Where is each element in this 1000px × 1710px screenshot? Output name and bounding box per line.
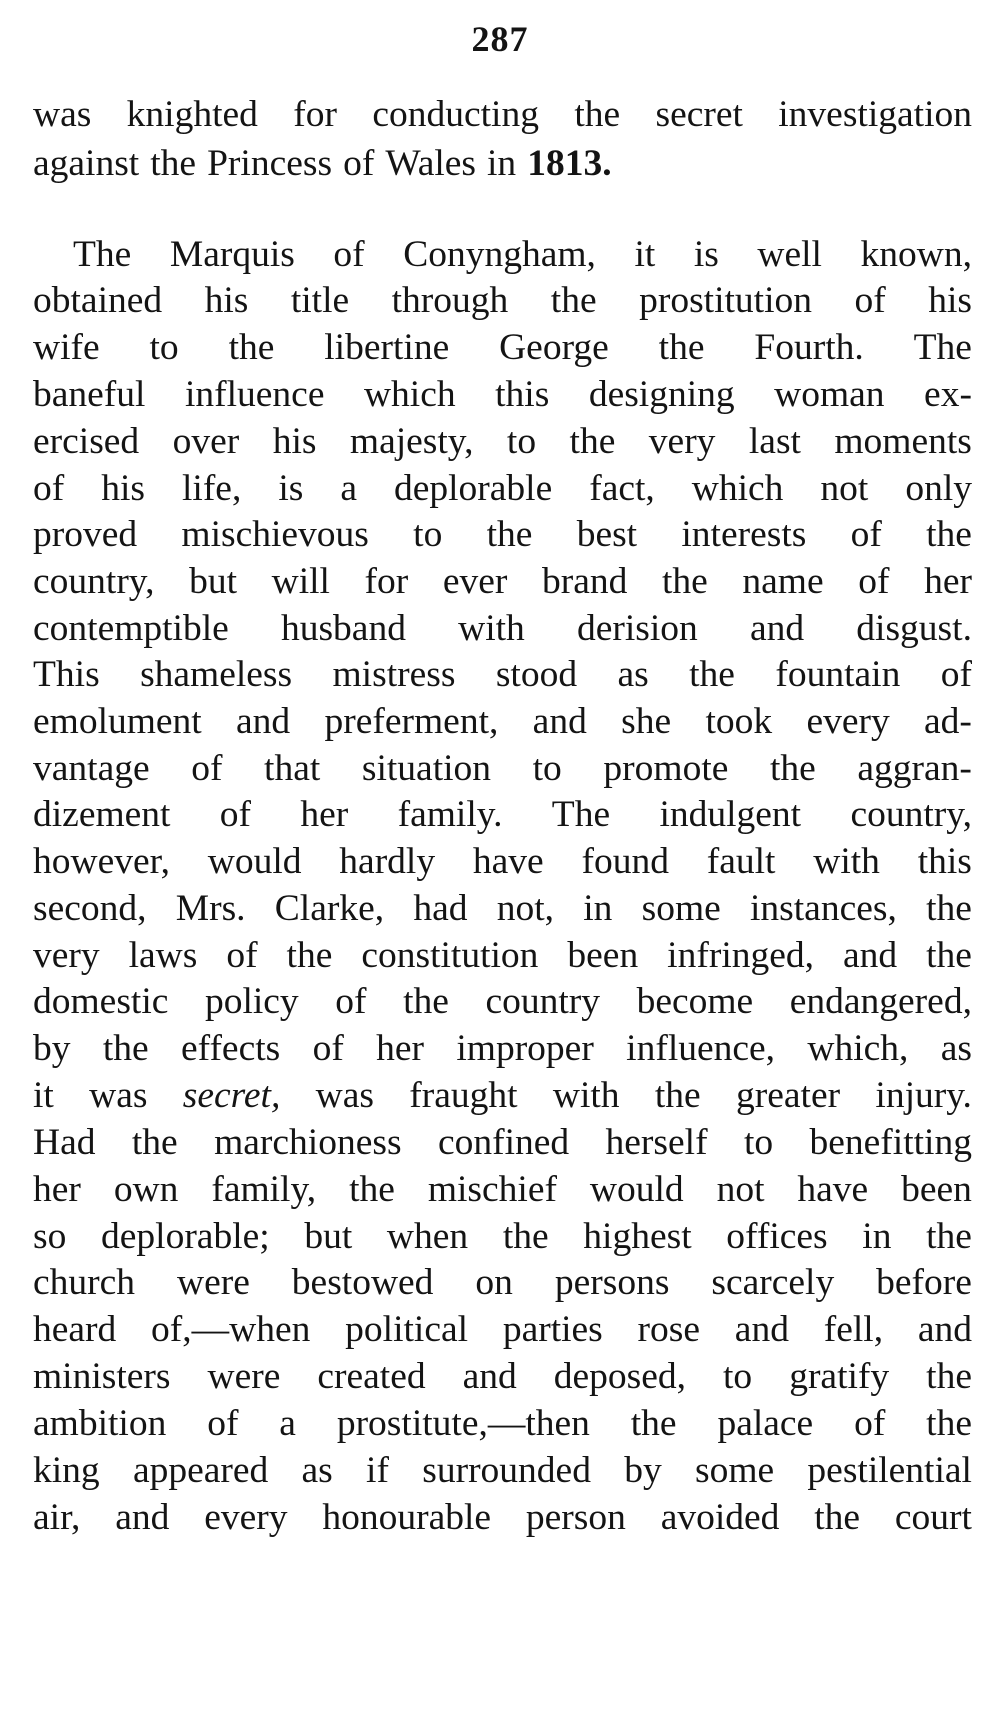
word: was <box>315 1075 374 1116</box>
word: court <box>894 1497 972 1538</box>
page-number: 287 <box>471 19 529 59</box>
word: of <box>335 981 367 1022</box>
word: persons <box>554 1262 670 1303</box>
word: gratify <box>789 1356 890 1397</box>
word: created <box>317 1356 426 1397</box>
word: appeared <box>132 1450 269 1491</box>
paragraph-line <box>33 1452 972 1490</box>
word: her <box>924 561 972 602</box>
word: for <box>293 94 337 135</box>
word: dizement <box>33 794 171 835</box>
word: the <box>769 748 816 789</box>
word: pestilential <box>807 1450 972 1491</box>
word: George <box>499 327 609 368</box>
word: that <box>264 748 321 789</box>
word: avoided <box>660 1497 780 1538</box>
word: well <box>757 234 822 275</box>
word: political <box>345 1309 469 1350</box>
word: 1813. <box>527 143 612 184</box>
word: will <box>271 561 330 602</box>
word: the <box>574 94 621 135</box>
word: influence, <box>626 1028 776 1069</box>
word: some <box>641 888 721 929</box>
word: Mrs. <box>175 888 246 929</box>
word: and <box>532 701 587 742</box>
word: his <box>101 468 145 509</box>
word: found <box>581 841 669 882</box>
word: took <box>705 701 773 742</box>
word: ercised <box>33 421 140 462</box>
word: would <box>589 1169 684 1210</box>
word: been <box>567 935 639 976</box>
word: every <box>204 1497 288 1538</box>
word: fraught <box>409 1075 518 1116</box>
word: if <box>366 1450 389 1491</box>
word: of <box>207 1403 239 1444</box>
word: family, <box>211 1169 317 1210</box>
word: instances, <box>750 888 897 929</box>
word: heard <box>33 1309 117 1350</box>
word: known, <box>860 234 972 275</box>
word: to <box>149 327 179 368</box>
word: confined <box>437 1122 570 1163</box>
word: Marquis <box>169 234 295 275</box>
word: king <box>33 1450 100 1491</box>
word: of <box>854 1403 886 1444</box>
paragraph-line <box>33 1077 972 1115</box>
word: situation <box>361 748 492 789</box>
word: stood <box>495 654 578 695</box>
word: become <box>636 981 754 1022</box>
word: her <box>376 1028 425 1069</box>
paragraph-line <box>33 563 972 601</box>
word: through <box>391 280 509 321</box>
word: with <box>813 841 880 882</box>
word: wife <box>33 327 100 368</box>
word: infringed, <box>667 935 815 976</box>
word: obtained <box>33 280 163 321</box>
word: and <box>749 608 805 649</box>
word: conducting <box>372 94 539 135</box>
paragraph-line <box>33 1218 972 1256</box>
word: highest <box>583 1216 692 1257</box>
word: endangered, <box>789 981 972 1022</box>
word: very <box>33 935 100 976</box>
word: and <box>115 1497 170 1538</box>
word: of <box>191 748 223 789</box>
word: this <box>917 841 972 882</box>
word: and <box>842 935 898 976</box>
word: laws <box>128 935 198 976</box>
word: honourable <box>322 1497 492 1538</box>
paragraph-line <box>33 1264 972 1302</box>
word: in <box>583 888 613 929</box>
word: the <box>926 514 972 555</box>
word: of <box>850 514 882 555</box>
word: influence <box>184 374 325 415</box>
paragraph-line <box>73 236 972 274</box>
word: the <box>926 1216 972 1257</box>
word: family. <box>397 794 503 835</box>
paragraph-line <box>33 937 972 975</box>
word: which <box>691 468 784 509</box>
word: had <box>413 888 468 929</box>
word: his <box>204 280 249 321</box>
word: injury. <box>875 1075 972 1116</box>
word: husband <box>280 608 406 649</box>
paragraph-line <box>33 1171 972 1209</box>
word: been <box>901 1169 972 1210</box>
paragraph-line <box>33 983 972 1021</box>
word: deposed, <box>553 1356 687 1397</box>
paragraph-line <box>33 1499 972 1537</box>
word: Princess <box>207 143 333 184</box>
word: contemptible <box>33 608 229 649</box>
word: palace <box>717 1403 814 1444</box>
word: on <box>475 1262 513 1303</box>
word: against <box>33 143 140 184</box>
paragraph-line <box>33 1030 972 1068</box>
word: she <box>621 701 672 742</box>
word: church <box>33 1262 136 1303</box>
word: vantage <box>33 748 150 789</box>
word: the <box>658 327 705 368</box>
word: not, <box>496 888 554 929</box>
word: promote <box>603 748 729 789</box>
word: is <box>278 468 304 509</box>
word: of <box>226 935 258 976</box>
word: rose <box>637 1309 701 1350</box>
word: mischievous <box>181 514 369 555</box>
word: have <box>472 841 544 882</box>
word: were <box>207 1356 281 1397</box>
paragraph-line <box>33 610 972 648</box>
word: mischief <box>427 1169 557 1210</box>
word: her <box>300 794 349 835</box>
word: the <box>569 421 616 462</box>
word: investigation <box>778 94 972 135</box>
word: by <box>33 1028 71 1069</box>
word: when <box>386 1216 469 1257</box>
word: some <box>694 1450 775 1491</box>
word: marchioness <box>214 1122 402 1163</box>
word: scarcely <box>711 1262 835 1303</box>
word: his <box>272 421 317 462</box>
word: libertine <box>324 327 450 368</box>
word: so <box>33 1216 67 1257</box>
word: before <box>876 1262 972 1303</box>
word: domestic <box>33 981 169 1022</box>
word: Had <box>33 1122 96 1163</box>
word: the <box>926 1356 972 1397</box>
word: the <box>689 654 735 695</box>
word: emolument <box>33 701 202 742</box>
word: constitution <box>361 935 539 976</box>
word: of,—when <box>151 1309 311 1350</box>
word: The <box>73 234 132 275</box>
word: life, <box>181 468 242 509</box>
word: a <box>279 1403 296 1444</box>
word: majesty, <box>349 421 474 462</box>
word: and <box>734 1309 789 1350</box>
word: brand <box>542 561 628 602</box>
word: hardly <box>339 841 436 882</box>
paragraph-line <box>33 796 972 834</box>
word: the <box>814 1497 861 1538</box>
word: indulgent <box>659 794 802 835</box>
word: title <box>290 280 350 321</box>
word: own <box>113 1169 179 1210</box>
paragraph-line <box>33 282 972 320</box>
continuation-line <box>33 96 972 134</box>
word: of <box>312 1028 344 1069</box>
word: to <box>723 1356 753 1397</box>
word: in <box>487 143 517 184</box>
word: air, <box>33 1497 81 1538</box>
word: derision <box>576 608 698 649</box>
word: fact, <box>589 468 655 509</box>
word: of <box>940 654 972 695</box>
word: the <box>661 561 708 602</box>
word: which <box>363 374 456 415</box>
word: ministers <box>33 1356 171 1397</box>
word: person <box>525 1497 626 1538</box>
paragraph-line <box>33 1405 972 1443</box>
word: greater <box>736 1075 841 1116</box>
word: aggran- <box>857 748 972 789</box>
word: herself <box>605 1122 708 1163</box>
word: ever <box>442 561 508 602</box>
word: by <box>624 1450 662 1491</box>
word: interests <box>681 514 807 555</box>
word: every <box>806 701 890 742</box>
word: improper <box>456 1028 594 1069</box>
word: and <box>236 701 291 742</box>
word: prostitute,—then <box>336 1403 590 1444</box>
word: his <box>928 280 972 321</box>
word: prostitution <box>639 280 813 321</box>
word: in <box>862 1216 892 1257</box>
word: country <box>485 981 601 1022</box>
paragraph-line <box>33 656 972 694</box>
word: to <box>506 421 537 462</box>
paragraph-line <box>33 329 972 367</box>
word: shameless <box>140 654 293 695</box>
word: country, <box>33 561 155 602</box>
word: her <box>33 1169 81 1210</box>
paragraph-line <box>33 703 972 741</box>
word: deplorable; <box>101 1216 270 1257</box>
word: have <box>797 1169 869 1210</box>
word: it <box>33 1075 54 1116</box>
word: of <box>33 468 65 509</box>
word: were <box>176 1262 250 1303</box>
paragraph-line <box>33 516 972 554</box>
word: very <box>648 421 716 462</box>
word: secret <box>655 94 743 135</box>
word: and <box>917 1309 972 1350</box>
word: was <box>89 1075 148 1116</box>
word: the <box>550 280 597 321</box>
word: parties <box>502 1309 603 1350</box>
paragraph-line <box>33 470 972 508</box>
word: but <box>189 561 238 602</box>
word: but <box>304 1216 353 1257</box>
word: as <box>617 654 649 695</box>
paragraph-line <box>33 376 972 414</box>
word: fault <box>706 841 776 882</box>
word: the <box>131 1122 178 1163</box>
word: designing <box>588 374 735 415</box>
word: it <box>634 234 656 275</box>
word: of <box>333 234 365 275</box>
word: offices <box>726 1216 828 1257</box>
paragraph-line <box>33 750 972 788</box>
paragraph-line <box>33 1124 972 1162</box>
paragraph-line <box>33 1358 972 1396</box>
word: the <box>102 1028 149 1069</box>
word: baneful <box>33 374 146 415</box>
word: The <box>551 794 611 835</box>
word: moments <box>834 421 972 462</box>
word: deplorable <box>393 468 553 509</box>
word: Conyngham, <box>403 234 596 275</box>
word: country, <box>850 794 972 835</box>
word: to <box>532 748 562 789</box>
word: ad- <box>924 701 972 742</box>
word: as <box>940 1028 972 1069</box>
paragraph-line <box>33 1311 972 1349</box>
word: was <box>33 94 92 135</box>
word: The <box>913 327 972 368</box>
word: preferment, <box>324 701 499 742</box>
word: a <box>340 468 357 509</box>
word: would <box>207 841 302 882</box>
word: the <box>486 514 533 555</box>
word: disgust. <box>856 608 972 649</box>
word: mistress <box>332 654 456 695</box>
word: as <box>301 1450 333 1491</box>
word: only <box>905 468 972 509</box>
word: to <box>413 514 443 555</box>
paragraph-line <box>33 890 972 928</box>
word: the <box>150 143 197 184</box>
word: secret, <box>182 1075 281 1116</box>
word: surrounded <box>422 1450 591 1491</box>
word: knighted <box>126 94 258 135</box>
word: Fourth. <box>754 327 864 368</box>
word: not <box>820 468 869 509</box>
word: best <box>576 514 638 555</box>
word: Clarke, <box>274 888 385 929</box>
word: the <box>403 981 449 1022</box>
word: benefitting <box>809 1122 972 1163</box>
word: ex- <box>924 374 972 415</box>
word: This <box>33 654 100 695</box>
word: of <box>343 143 375 184</box>
word: name <box>742 561 824 602</box>
word: the <box>630 1403 677 1444</box>
word: for <box>364 561 409 602</box>
word: is <box>693 234 719 275</box>
word: over <box>172 421 240 462</box>
continuation-line <box>33 145 972 183</box>
word: the <box>349 1169 395 1210</box>
word: policy <box>204 981 299 1022</box>
word: of <box>219 794 252 835</box>
word: woman <box>774 374 885 415</box>
word: the <box>926 888 972 929</box>
word: Wales <box>385 143 477 184</box>
word: the <box>654 1075 701 1116</box>
word: of <box>854 280 886 321</box>
word: the <box>286 935 333 976</box>
word: to <box>743 1122 774 1163</box>
word: proved <box>33 514 138 555</box>
word: not <box>716 1169 765 1210</box>
paragraph-line <box>33 423 972 461</box>
word: this <box>495 374 550 415</box>
word: the <box>228 327 275 368</box>
word: of <box>858 561 890 602</box>
word: effects <box>180 1028 281 1069</box>
word: and <box>462 1356 517 1397</box>
word: however, <box>33 841 170 882</box>
word: ambition <box>33 1403 167 1444</box>
word: which, <box>807 1028 909 1069</box>
word: bestowed <box>291 1262 434 1303</box>
paragraph-line <box>33 843 972 881</box>
word: with <box>458 608 525 649</box>
word: the <box>926 935 972 976</box>
word: second, <box>33 888 147 929</box>
word: fell, <box>823 1309 884 1350</box>
word: fountain <box>775 654 901 695</box>
word: last <box>748 421 801 462</box>
word: with <box>552 1075 620 1116</box>
word: the <box>502 1216 549 1257</box>
word: the <box>926 1403 972 1444</box>
